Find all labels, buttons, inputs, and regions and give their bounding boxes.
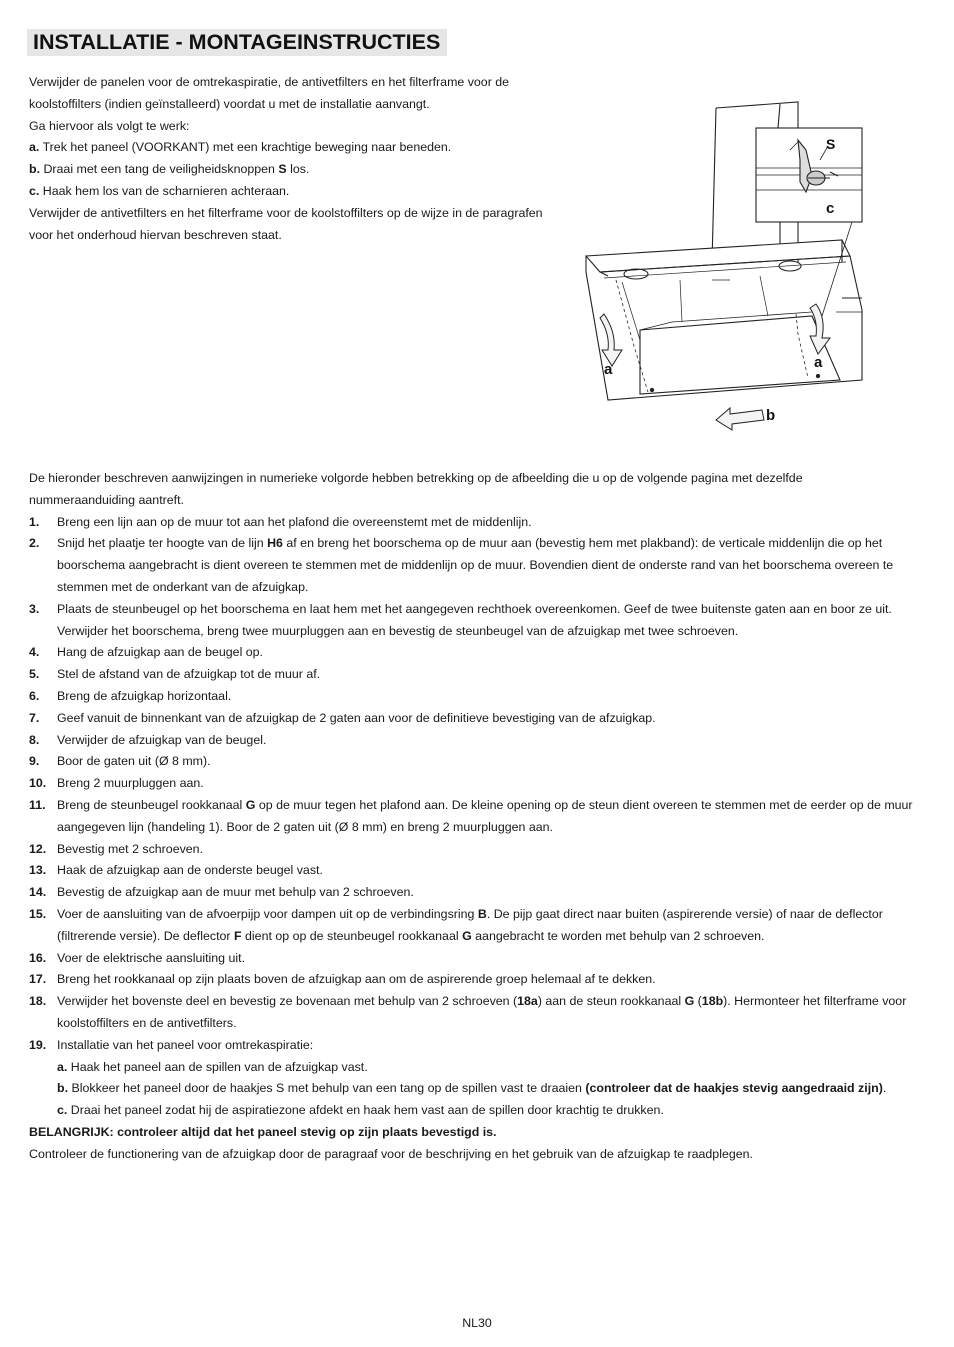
step-number: 14. xyxy=(29,885,47,900)
step-tag: c. xyxy=(29,183,40,198)
substep-a xyxy=(57,1057,929,1079)
step-5 xyxy=(29,664,929,686)
step-15 xyxy=(29,904,929,948)
step-number: 2. xyxy=(29,536,40,551)
step-12 xyxy=(29,839,929,861)
label-a-right: a xyxy=(814,354,823,371)
step-3 xyxy=(29,599,929,643)
step-14 xyxy=(29,882,929,904)
step-text: ) aan de steun rookkanaal xyxy=(537,994,682,1009)
step-tag: b. xyxy=(29,162,41,177)
bold-term: G xyxy=(462,928,472,943)
intro-step-a xyxy=(29,137,569,159)
step-10 xyxy=(29,773,929,795)
step-text: Snijd het plaatje ter hoogte van de lijn xyxy=(57,536,264,551)
intro-line: koolstoffilters (indien geïnstalleerd) voordat u met de installatie aanvangt. xyxy=(29,96,430,111)
step-18 xyxy=(29,991,929,1035)
step-tag: c. xyxy=(57,1103,68,1118)
step-text: Draai met een tang de veiligheidsknoppen xyxy=(43,162,275,177)
step-number: 19. xyxy=(29,1037,47,1052)
step-number: 9. xyxy=(29,754,40,769)
section-lead xyxy=(29,468,929,512)
step-text: Voer de elektrische aansluiting uit. xyxy=(57,950,246,965)
hood-panel-removal-diagram xyxy=(584,100,864,435)
step-text: Breng het rookkanaal op zijn plaats boven de afzuigkap aan om de aspirerende groep helemaal af te dekken. xyxy=(57,972,656,987)
step-text: Bevestig met 2 schroeven. xyxy=(57,841,204,856)
step-text: Draai het paneel zodat hij de aspiratiezone afdekt en haak hem vast aan de spillen door krachtig te drukken. xyxy=(70,1103,664,1118)
bold-term: F xyxy=(234,928,242,943)
step-text: Verwijder de afzuigkap van de beugel. xyxy=(57,732,267,747)
step-1 xyxy=(29,512,929,534)
step-16 xyxy=(29,948,929,970)
step-text: ). Hermonteer het filterframe voor koolstoffilters en de antivetfilters. xyxy=(57,994,907,1030)
closing-text: Controleer de functionering van de afzuigkap door de paragraaf voor de beschrijving en het gebruik van de afzuigkap te raadplegen. xyxy=(29,1146,753,1161)
intro-line: Verwijder de antivetfilters en het filterframe voor de koolstoffilters op de wijze in de paragrafen xyxy=(29,205,543,220)
step-number: 16. xyxy=(29,950,47,965)
step-4 xyxy=(29,642,929,664)
intro-line: Ga hiervoor als volgt te werk: xyxy=(29,118,190,133)
step-number: 8. xyxy=(29,732,40,747)
step-text: Bevestig de afzuigkap aan de muur met behulp van 2 schroeven. xyxy=(57,885,414,900)
intro-step-b xyxy=(29,159,569,181)
step-text: Blokkeer het paneel door de haakjes S met behulp van een tang op de spillen vast te draaien xyxy=(71,1081,582,1096)
bold-term: G xyxy=(245,797,256,812)
step-13 xyxy=(29,860,929,882)
step-11 xyxy=(29,795,929,839)
step-text: los. xyxy=(290,162,310,177)
step-number: 4. xyxy=(29,645,40,660)
step-number: 18. xyxy=(29,994,47,1009)
intro-line: voor het onderhoud hiervan beschreven staat. xyxy=(29,227,282,242)
step-tag: a. xyxy=(57,1059,68,1074)
lead-line: nummeraanduiding aantreft. xyxy=(29,492,184,507)
lead-line: De hieronder beschreven aanwijzingen in numerieke volgorde hebben betrekking op de afbeelding die u op de volgende pagina met dezelfde xyxy=(29,471,803,485)
bold-term: G xyxy=(684,994,695,1009)
step-tag: a. xyxy=(29,140,40,155)
step-text: Boor de gaten uit (Ø 8 mm). xyxy=(57,754,211,769)
step-text: op de muur tegen het plafond aan. De kleine opening op de steun dient overeen te stemmen met de eerder op de muur aangegeven lijn (handeling 1). Boor de 2 gaten uit (Ø 8 mm) en breng 2 muurpluggen aan. xyxy=(57,797,913,834)
step-text: Installatie van het paneel voor omtrekaspiratie: xyxy=(57,1037,314,1052)
step-text: Breng de steunbeugel rookkanaal xyxy=(57,797,243,812)
step-text: ( xyxy=(697,994,702,1009)
step-text: Trek het paneel (VOORKANT) met een krachtige beweging naar beneden. xyxy=(42,140,452,155)
page-number: NL30 xyxy=(462,1316,492,1330)
substep-b xyxy=(57,1078,929,1100)
step-text: Stel de afstand van de afzuigkap tot de muur af. xyxy=(57,667,321,682)
step-number: 17. xyxy=(29,972,47,987)
step-text: af en breng het boorschema op de muur aan (bevestig hem met plakband): de verticale middenlijn die op het boorschema aangebracht is dient overeen te stemmen met de middenlijn op de muur. Bovendien dient de onderste rand van het boorschema overeen te stemmen met de onderkant van de afzuigkap. xyxy=(57,536,894,594)
step-number: 13. xyxy=(29,863,47,878)
step-number: 1. xyxy=(29,514,40,529)
step-9 xyxy=(29,751,929,773)
step-text: Breng een lijn aan op de muur tot aan het plafond die overeenstemt met de middenlijn. xyxy=(57,514,532,529)
step-text: Geef vanuit de binnenkant van de afzuigkap de 2 gaten aan voor de definitieve bevestiging van de afzuigkap. xyxy=(57,710,656,725)
label-c: c xyxy=(826,200,835,217)
step-text: Breng de afzuigkap horizontaal. xyxy=(57,688,232,703)
label-a-left: a xyxy=(604,361,613,378)
step-7 xyxy=(29,708,929,730)
step-text: Verwijder het bovenste deel en bevestig ze bovenaan met behulp van 2 schroeven ( xyxy=(57,994,518,1009)
step-text: . De pijp gaat direct naar buiten (aspirerende versie) of naar de deflector (filtrerende versie). De deflector xyxy=(57,906,883,943)
step-number: 12. xyxy=(29,841,47,856)
step-text: Haak hem los van de scharnieren achteraan. xyxy=(42,183,290,198)
label-b: b xyxy=(766,407,776,424)
step-8 xyxy=(29,730,929,752)
step-number: 6. xyxy=(29,688,40,703)
step-number: 5. xyxy=(29,667,40,682)
important-note: BELANGRIJK: controleer altijd dat het paneel stevig op zijn plaats bevestigd is. xyxy=(29,1124,497,1139)
step-6 xyxy=(29,686,929,708)
intro-text xyxy=(29,72,569,246)
step-text: . xyxy=(882,1081,887,1096)
step-text: Breng 2 muurpluggen aan. xyxy=(57,776,204,791)
step-tag: b. xyxy=(57,1081,69,1096)
step-number: 7. xyxy=(29,710,40,725)
step-text: Voer de aansluiting van de afvoerpijp voor dampen uit op de verbindingsring xyxy=(57,906,475,921)
step-text: aangebracht te worden met behulp van 2 schroeven. xyxy=(475,928,765,943)
label-s: S xyxy=(826,136,836,152)
bold-term: 18b xyxy=(701,994,724,1009)
step-text: Haak de afzuigkap aan de onderste beugel vast. xyxy=(57,863,323,878)
step-19 xyxy=(29,1035,929,1122)
bold-term: H6 xyxy=(267,536,283,551)
bold-term: B xyxy=(477,906,487,921)
step-number: 11. xyxy=(29,797,46,812)
intro-line: Verwijder de panelen voor de omtrekaspiratie, de antivetfilters en het filterframe voor de xyxy=(29,75,510,89)
instructions-section xyxy=(29,468,929,1166)
step-number: 15. xyxy=(29,906,47,921)
step-text: dient op op de steunbeugel rookkanaal xyxy=(245,928,459,943)
step-number: 3. xyxy=(29,601,40,616)
substep-c xyxy=(57,1100,929,1122)
bold-term: (controleer dat de haakjes stevig aangedraaid zijn) xyxy=(585,1081,883,1096)
bold-term: S xyxy=(278,162,287,177)
step-text: Hang de afzuigkap aan de beugel op. xyxy=(57,645,263,660)
step-number: 10. xyxy=(29,776,47,791)
bold-term: 18a xyxy=(517,994,538,1009)
step-text: Plaats de steunbeugel op het boorschema en laat hem met het aangegeven rechthoek overeenkomen. Geef de twee buitenste gaten aan en boor ze uit. Verwijder het boorschema, breng twee muurpluggen aan en bevestig de steunbeugel van de afzuigkap met twee schroeven. xyxy=(57,601,892,638)
step-text: Haak het paneel aan de spillen van de afzuigkap vast. xyxy=(70,1059,368,1074)
intro-step-c xyxy=(29,181,569,203)
step-17 xyxy=(29,969,929,991)
step-2 xyxy=(29,533,929,598)
page-title: INSTALLATIE - MONTAGEINSTRUCTIES xyxy=(27,29,447,56)
